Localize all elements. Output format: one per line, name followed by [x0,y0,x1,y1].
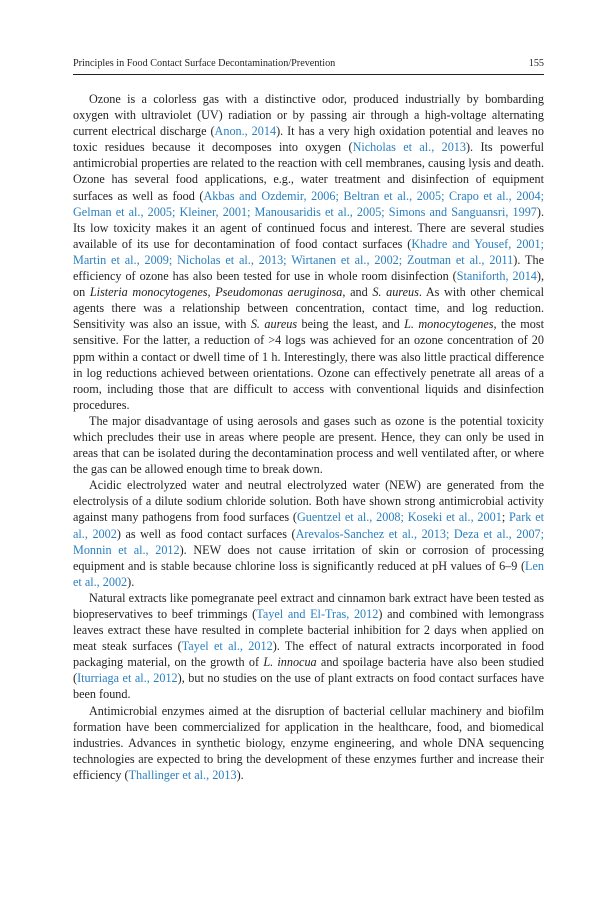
text-run: ). [236,767,244,782]
text-run: ). The efficiency of ozone has also been tested for use in whole room disinfection ( [73,252,544,284]
text-run: ) and combined with lemongrass leaves extract these have resulted in complete bacterial inhibition for 2 days when applied on meat steak surfaces ( [73,607,544,654]
species-name: S. aureus [250,317,298,332]
text-run: ). The effect of natural extracts incorporated in food packaging material, on the growth of [73,639,545,670]
citation-link[interactable]: Anon., 2014 [214,124,277,139]
species-name: Pseudomonas aeruginosa [215,285,343,300]
citation-link[interactable]: Staniforth, 2014 [456,269,537,284]
text-run: Antimicrobial enzymes aimed at the disruption of bacterial cellular machinery and biofilm formation have been commercialized for application in the healthcare, food, and biomedical industries. Advances in synthetic biology, enzyme engineering, and whole DNA sequencing technologies are expected to bring the development of these enzymes further and increase their efficiency ( [73,703,544,782]
text-run: ) as well as food contact surfaces ( [116,526,296,541]
text-run: ). Its powerful antimicrobial properties are related to the reaction with cell membranes, causing lysis and death. Ozone has several food applications, e.g., water treatment and disinfection of equipment surfaces as well as food ( [73,140,544,203]
text-run: The major disadvantage of using aerosols and gases such as ozone is the potential toxicity which precludes their use in areas where people are present. Hence, they can only be used in areas that can be isolated during the decontamination process and well ventilated after, or where the gas can be allowed enough time to break down. [73,413,544,477]
text-run: being the least, and [297,317,405,332]
text-run: , [207,285,216,300]
citation-link[interactable]: Park et al., 2002 [73,510,544,541]
text-run: ). NEW does not cause irritation of skin or corrosion of processing equipment and is stable because chlorine loss is significantly reduced at pH values of 6–9 ( [73,542,544,573]
text-run: , the most sensitive. For the latter, a reduction of >4 logs was achieved for an ozone concentration of 20 ppm within a contact or dwell time of 1 h. Interestingly, there was also little practical difference in log reductions achieved between orientations. Ozone can effectively penetrate all areas of a room, including those that are difficult to access with conventional liquids and disinfection procedures. [73,317,544,412]
text-run: ), but no studies on the use of plant extracts on food contact surfaces have been found. [73,671,545,702]
species-name: L. monocytogenes [404,317,494,332]
text-run: , and [342,285,373,300]
text-run: Natural extracts like pomegranate peel extract and cinnamon bark extract have been tested as biopreservatives to beef trimmings ( [73,590,544,621]
text-run: Ozone is a colorless gas with a distinctive odor, produced industrially by bombarding oxygen with ultraviolet (UV) radiation or by passing air through a high-voltage alternating current electrical discharge ( [73,92,544,139]
paragraph-ozone [73,91,544,413]
paragraph-aerosol-toxicity [73,413,544,477]
text-run: ). Its low toxicity makes it an agent of continued focus and interest. There are several studies available of its use for decontamination of food contact surfaces ( [73,204,544,251]
text-run: . As with other chemical agents there was a relationship between concentration, contact time, and log reduction. Sensitivity was also an issue, with [73,285,544,332]
page-number: 155 [528,58,544,69]
body-text [73,91,544,783]
text-run: ). [127,574,135,589]
citation-link[interactable]: Len et al., 2002 [73,558,544,589]
species-name: L. innocua [263,655,317,670]
header-rule [73,74,544,75]
citation-link[interactable]: Iturriaga et al., 2012 [77,671,178,686]
species-name: S. aureus [372,285,419,300]
text-run: ). It has a very high oxidation potential and leaves no toxic residues because it decomposes into oxygen ( [73,124,544,155]
paragraph-natural-extracts [73,590,544,703]
citation-link[interactable]: Khadre and Yousef, 2001; Martin et al., 2009; Nicholas et al., 2013; Wirtanen et al., 2002; Zoutman et al., 2011 [73,236,544,267]
citation-link[interactable]: Tayel and El-Tras, 2012 [256,607,379,621]
species-name: Listeria monocytogenes [89,285,208,300]
citation-link[interactable]: Arevalos-Sanchez et al., 2013; Deza et al., 2007; Monnin et al., 2012 [73,526,545,557]
citation-link[interactable]: Akbas and Ozdemir, 2006; Beltran et al., 2005; Crapo et al., 2004; Gelman et al., 2005; Kleiner, 2001; Manousaridis et al., 2005; Simons and Sanguansri, 1997 [73,188,544,219]
text-run: and spoilage bacteria have also been studied ( [73,655,545,686]
running-header [73,54,544,74]
citation-link[interactable]: Thallinger et al., 2013 [128,767,237,782]
text-run: ), on [73,269,544,300]
citation-link[interactable]: Guentzel et al., 2008; Koseki et al., 2001 [297,510,502,525]
running-title: Principles in Food Contact Surface Decontamination/Prevention [73,58,336,69]
paragraph-antimicrobial-enzymes [73,703,544,783]
paragraph-electrolyzed-water [73,477,544,590]
citation-link[interactable]: Tayel et al., 2012 [181,639,273,654]
citation-link[interactable]: Nicholas et al., 2013 [352,140,466,155]
text-run: Acidic electrolyzed water and neutral electrolyzed water (NEW) are generated from the electrolysis of a dilute sodium chloride solution. Both have shown strong antimicrobial activity against many pathogens from food surfaces ( [73,478,544,525]
text-run: ; [501,510,510,525]
